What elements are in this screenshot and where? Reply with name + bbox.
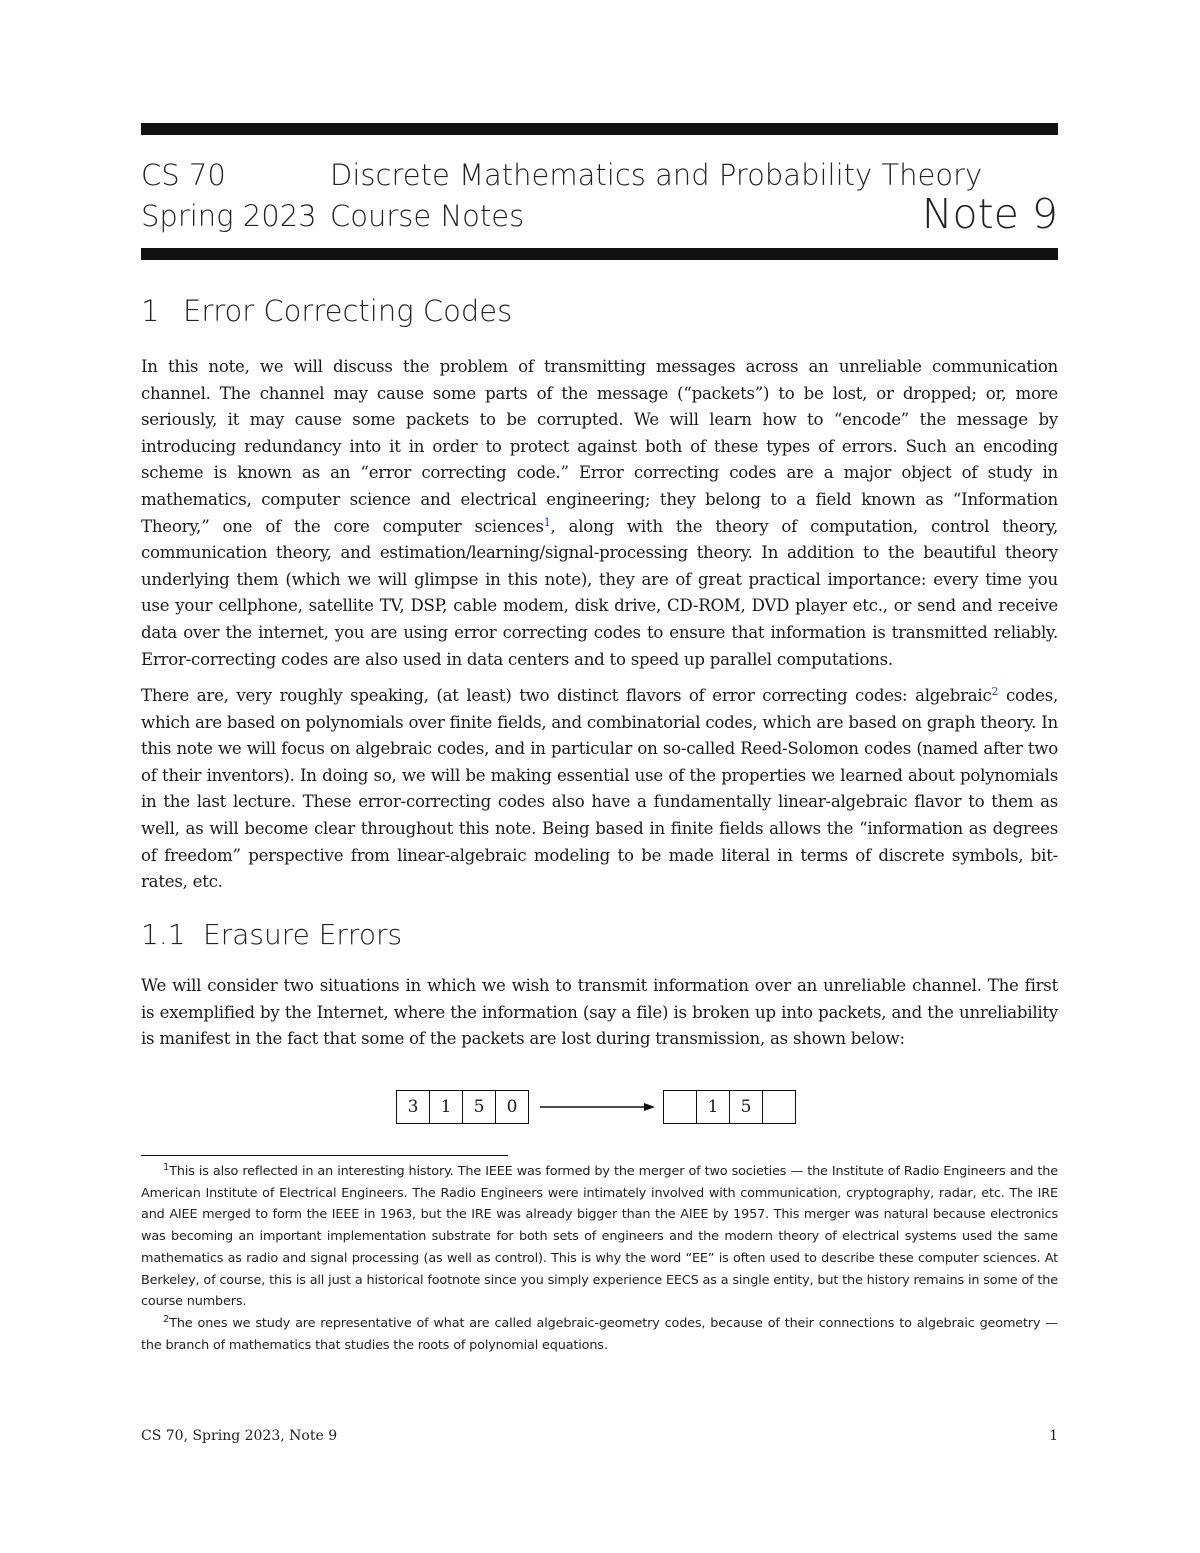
section-heading bbox=[141, 294, 512, 328]
packet-cell: 0 bbox=[495, 1090, 529, 1124]
footnote-1 bbox=[141, 1161, 1058, 1313]
course-title: Discrete Mathematics and Probability Theory bbox=[330, 158, 983, 192]
subsection-number: 1.1 bbox=[141, 918, 186, 951]
subsection-heading bbox=[141, 918, 402, 951]
course-code: CS 70 bbox=[141, 158, 226, 192]
footnote-ref-2[interactable]: 2 bbox=[991, 685, 999, 698]
footnote-text: This is also reflected in an interesting history. The IEEE was formed by the merger of two societies — the Institute of Radio Engineers and the American Institute of Electrical Engineers. The Radio Engineers were intimately involved with communication, cryptography, radar, etc. The IRE and AIEE merged to form the IEEE in 1963, but the IRE was already bigger than the AIEE by 1957. This merger was natural because electronics was becoming an important implementation substrate for both sets of engineers and the modern theory of electrical systems used the same mathematics as radio and signal processing (as well as control). This is why the word “EE” is often used to describe these computer sciences. At Berkeley, of course, this is all just a historical footnote since you simply experience EECS as a single entity, but the history remains in some of the course numbers. bbox=[141, 1164, 1058, 1310]
received-packets bbox=[663, 1090, 796, 1124]
packet-cell-lost bbox=[663, 1090, 697, 1124]
sent-packets bbox=[396, 1090, 529, 1124]
paragraph-flavors bbox=[141, 683, 1058, 896]
packet-cell: 1 bbox=[429, 1090, 463, 1124]
header-top-rule bbox=[141, 123, 1058, 135]
packet-cell-lost bbox=[762, 1090, 796, 1124]
paragraph-text: , along with the theory of computation, control theory, communication theory, and estimation/learning/signal-processing theory. In addition to the beautiful theory underlying them (which we will glimpse in this note), they are of great practical importance: every time you use your cellphone, satellite TV, DSP, cable modem, disk drive, CD-ROM, DVD player etc., or send and receive data over the internet, you are using error correcting codes to ensure that information is transmitted reliably. Error-correcting codes are also used in data centers and to speed up parallel computations. bbox=[141, 516, 1058, 669]
section-number: 1 bbox=[141, 294, 160, 328]
subsection-title: Erasure Errors bbox=[203, 918, 403, 951]
paragraph-text: In this note, we will discuss the problem of transmitting messages across an unreliable communication channel. The channel may cause some parts of the message (“packets”) to be lost, or dropped; or, more seriously, it may cause some packets to be corrupted. We will learn how to “encode” the message by introducing redundancy into it in order to protect against both of these types of errors. Such an encoding scheme is known as an “error correcting code.” Error correcting codes are a major object of study in mathematics, computer science and electrical engineering; they belong to a field known as “Information Theory,” one of the core computer sciences bbox=[141, 357, 1058, 536]
note-number: Note 9 bbox=[921, 190, 1058, 238]
paragraph-intro bbox=[141, 354, 1058, 673]
packet-cell: 5 bbox=[729, 1090, 763, 1124]
footnote-marker: 2 bbox=[163, 1314, 170, 1325]
course-term: Spring 2023 bbox=[141, 199, 317, 233]
paragraph-text: codes, which are based on polynomials over finite fields, and combinatorial codes, which are based on graph theory. In this note we will focus on algebraic codes, and in particular on so-called Reed-Solomon codes (named after two of their inventors). In doing so, we will be making essential use of the properties we learned about polynomials in the last lecture. These error-correcting codes also have a fundamentally linear-algebraic flavor to them as well, as will become clear throughout this note. Being based in finite fields allows the “information as degrees of freedom” perspective from linear-algebraic modeling to be made literal in terms of discrete symbols, bit-rates, etc. bbox=[141, 686, 1058, 892]
paragraph-text: There are, very roughly speaking, (at least) two distinct flavors of error correcting codes: algebraic bbox=[141, 686, 992, 705]
footnote-ref-1[interactable]: 1 bbox=[543, 515, 551, 529]
page-footer: CS 70, Spring 2023, Note 9 bbox=[141, 1428, 338, 1444]
packet-cell: 3 bbox=[396, 1090, 430, 1124]
paragraph-erasure: We will consider two situations in which we wish to transmit information over an unreliable channel. The first is exemplified by the Internet, where the information (say a file) is broken up into packets, and the unreliability is manifest in the fact that some of the packets are lost during transmission, as shown below: bbox=[141, 976, 1058, 1049]
transmission-arrow bbox=[540, 1100, 655, 1114]
section-title: Error Correcting Codes bbox=[183, 294, 513, 328]
footnote-marker: 1 bbox=[163, 1162, 170, 1173]
course-subtitle: Course Notes bbox=[330, 199, 525, 233]
packet-cell: 5 bbox=[462, 1090, 496, 1124]
footnote-2 bbox=[141, 1313, 1058, 1356]
header-bottom-rule bbox=[141, 248, 1058, 260]
packet-cell: 1 bbox=[696, 1090, 730, 1124]
page-number: 1 bbox=[1049, 1428, 1058, 1444]
footnote-rule bbox=[141, 1155, 508, 1156]
footnote-text: The ones we study are representative of what are called algebraic-geometry codes, because of their connections to algebraic geometry — the branch of mathematics that studies the roots of polynomial equations. bbox=[141, 1316, 1058, 1353]
